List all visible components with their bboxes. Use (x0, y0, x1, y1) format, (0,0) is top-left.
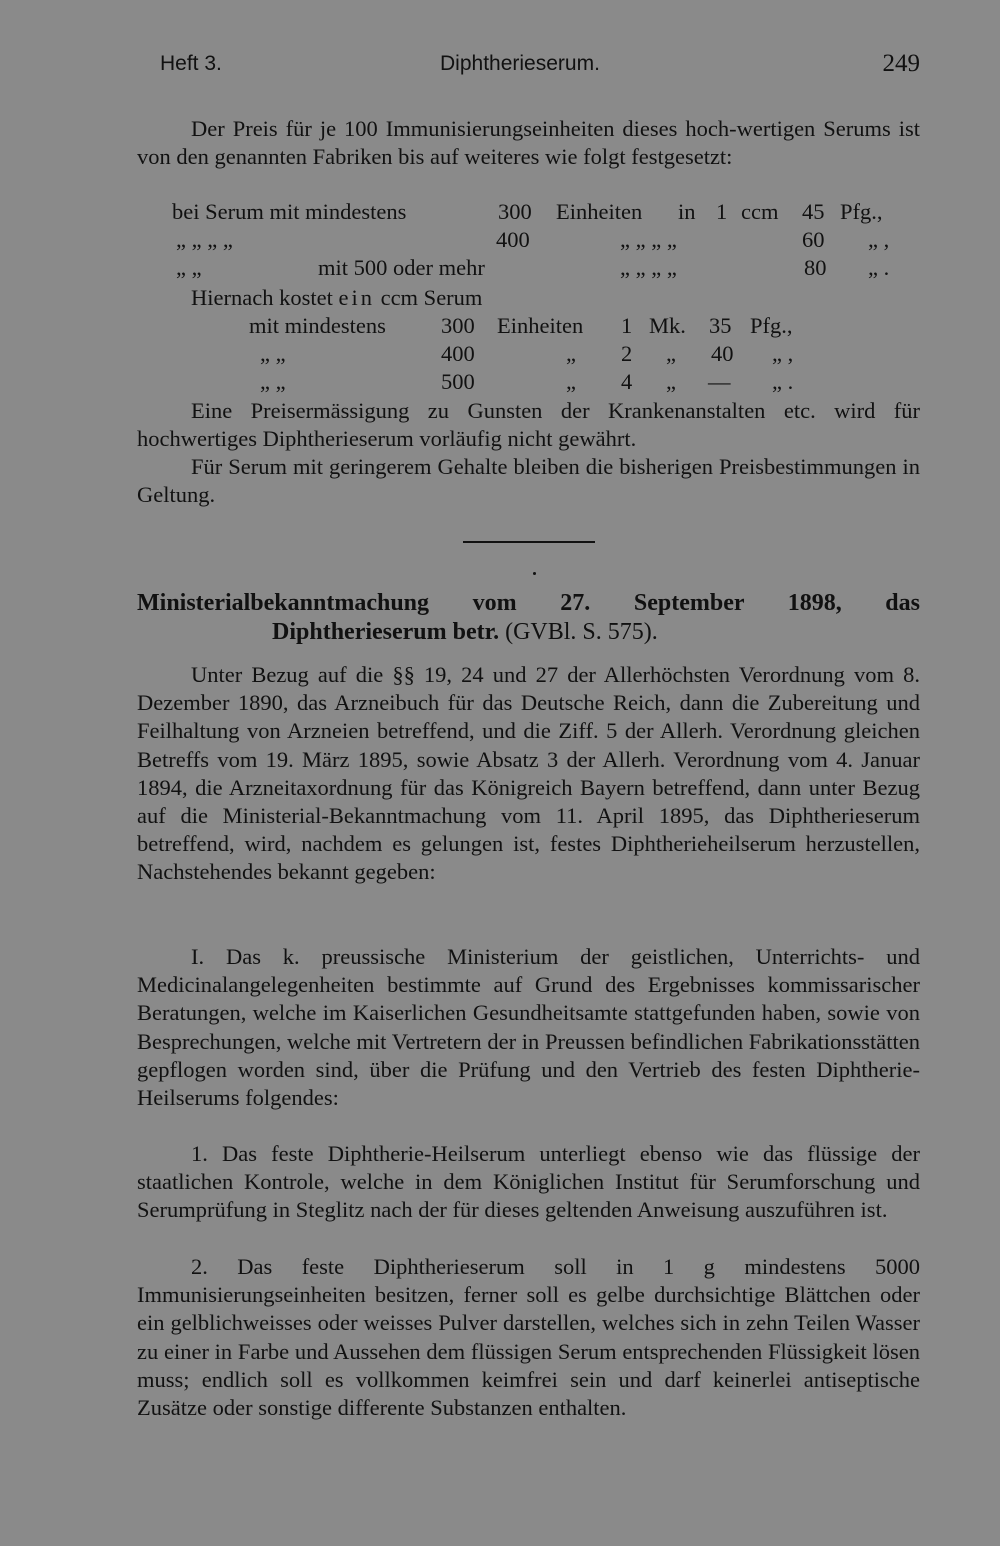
table2-row3-pfg: — (708, 369, 731, 394)
table2-row2-ditto-a: „ (566, 341, 576, 366)
discount-paragraph: Eine Preisermässigung zu Gunsten der Krankenanstalten etc. wird für hochwertiges Diphtherieserum vorläufig nicht gewährt. (137, 398, 920, 452)
table2-row3-mk: 4 (621, 369, 633, 394)
table1-row2-dittos: „ „ „ „ (176, 227, 233, 252)
cost-intro-line (191, 284, 482, 312)
table2-row2-units: 400 (441, 341, 475, 366)
body-paragraph-item-1: 1. Das feste Diphtherie-Heilserum unterliegt ebenso wie das flüssige der staatlichen Kontrole, welche in dem Königlichen Institut für Serumforschung und Serumprüfung in Steglitz nach der für dieses geltenden Anweisung auszuführen ist. (137, 1141, 920, 1223)
table2-row2-dittos: „ „ (260, 341, 286, 366)
table2-row1-units: 300 (441, 313, 475, 338)
table2-row3-end: „ . (772, 369, 794, 394)
table1-row3-price: 80 (804, 255, 827, 280)
table1-row2-dittos-mid: „ „ „ „ (620, 227, 677, 252)
table2-row2-end: „ , (772, 341, 794, 366)
table2-row1-mk: 1 (621, 313, 633, 338)
table1-row1-currency: Pfg., (840, 199, 883, 224)
header-issue: Heft 3. (160, 52, 222, 75)
table2-row2-pfg: 40 (711, 341, 734, 366)
table1-row2-end: „ , (868, 227, 890, 252)
header-title: Diphtherieserum. (440, 52, 600, 75)
table1-row3-dittos: „ „ (176, 255, 202, 280)
cost-intro-prefix: Hiernach kostet (191, 285, 333, 310)
section-divider (463, 541, 595, 543)
table1-row3-dittos-mid: „ „ „ „ (620, 255, 677, 280)
table2-row3-ditto-a: „ (566, 369, 576, 394)
table1-row3-label: mit 500 oder mehr (318, 255, 485, 280)
table1-row1-in: in (678, 199, 696, 224)
table1-row1-units: 300 (498, 199, 532, 224)
table1-row3-end: „ . (868, 255, 890, 280)
table2-row2-mk: 2 (621, 341, 633, 366)
table1-row1-unit: ccm (741, 199, 779, 224)
table2-row1-word: Einheiten (497, 313, 584, 338)
table1-row1-price: 45 (802, 199, 825, 224)
table1-row1-label: bei Serum mit mindestens (172, 199, 407, 224)
section-heading-line1: Ministerialbekanntmachung vom 27. September 1898, das (137, 590, 920, 616)
table2-row2-ditto-b: „ (666, 341, 676, 366)
table2-row3-ditto-b: „ (666, 369, 676, 394)
table2-row1-mk-unit: Mk. (649, 313, 686, 338)
page-number: 249 (882, 50, 920, 77)
running-header (160, 48, 920, 80)
section-heading-citation: (GVBl. S. 575). (499, 619, 658, 645)
intro-paragraph: Der Preis für je 100 Immunisierungseinheiten dieses hoch-wertigen Serums ist von den genannten Fabriken bis auf weiteres wie folgt festgesetzt: (137, 116, 920, 170)
table2-row3-units: 500 (441, 369, 475, 394)
table2-row1-pfg: 35 (709, 313, 732, 338)
cost-intro-suffix: ccm Serum (380, 285, 483, 310)
body-paragraph-item-2: 2. Das feste Diphtherieserum soll in 1 g mindestens 5000 Immunisierungseinheiten besitzen, ferner soll es gelbe durchsichtige Blättchen oder ein gelblichweisses oder weisses Pulver darstellen, welches sich in zehn Teilen Wasser zu einer in Farbe und Aussehen dem flüssigen Serum entsprechenden Flüssigkeit lösen muss; endlich soll es vollkommen keimfrei sein und darf keinerlei antiseptische Zusätze oder sonstige differente Substanzen enthalten. (137, 1254, 920, 1421)
table1-row2-units: 400 (496, 227, 530, 252)
print-speck (533, 572, 536, 575)
cost-intro-emphasis: ein (338, 285, 375, 310)
table2-row1-pfg-unit: Pfg., (750, 313, 793, 338)
table1-row1-amount: 1 (716, 199, 728, 224)
table2-row3-dittos: „ „ (260, 369, 286, 394)
table1-row2-price: 60 (802, 227, 825, 252)
table2-row1-label: mit mindestens (249, 313, 386, 338)
section-heading-line2 (272, 617, 658, 647)
body-paragraph-preamble: Unter Bezug auf die §§ 19, 24 und 27 der Allerhöchsten Verordnung vom 8. Dezember 1890, das Arzneibuch für das Deutsche Reich, dann die Zubereitung und Feilhaltung von Arzneien betreffend, und die Ziff. 5 der Allerh. Verordnung gleichen Betreffs vom 19. März 1895, sowie Absatz 3 der Allerh. Verordnung vom 4. Januar 1894, die Arzneitaxordnung für das Königreich Bayern betreffend, dann unter Bezug auf die Ministerial-Bekanntmachung vom 11. April 1895, das Diphtherieserum betreffend, wird, nachdem es gelungen ist, festes Diphtherieheilserum herzustellen, Nachstehendes bekannt gegeben: (137, 662, 920, 885)
body-paragraph-section-i: I. Das k. preussische Ministerium der geistlichen, Unterrichts- und Medicinalangelegenheiten bestimmte auf Grund des Ergebnisses kommissarischer Beratungen, welche im Kaiserlichen Gesundheitsamte stattgefunden haben, sowie von Besprechungen, welche mit Vertretern der in Preussen befindlichen Fabrikationsstätten gepflogen worden sind, über die Prüfung und den Vertrieb des festen Diphtherie-Heilserums folgendes: (137, 944, 920, 1111)
table1-row1-word: Einheiten (556, 199, 643, 224)
section-heading-subject: Diphtherieserum betr. (272, 619, 500, 645)
lower-grade-paragraph: Für Serum mit geringerem Gehalte bleiben die bisherigen Preisbestimmungen in Geltung. (137, 454, 920, 508)
